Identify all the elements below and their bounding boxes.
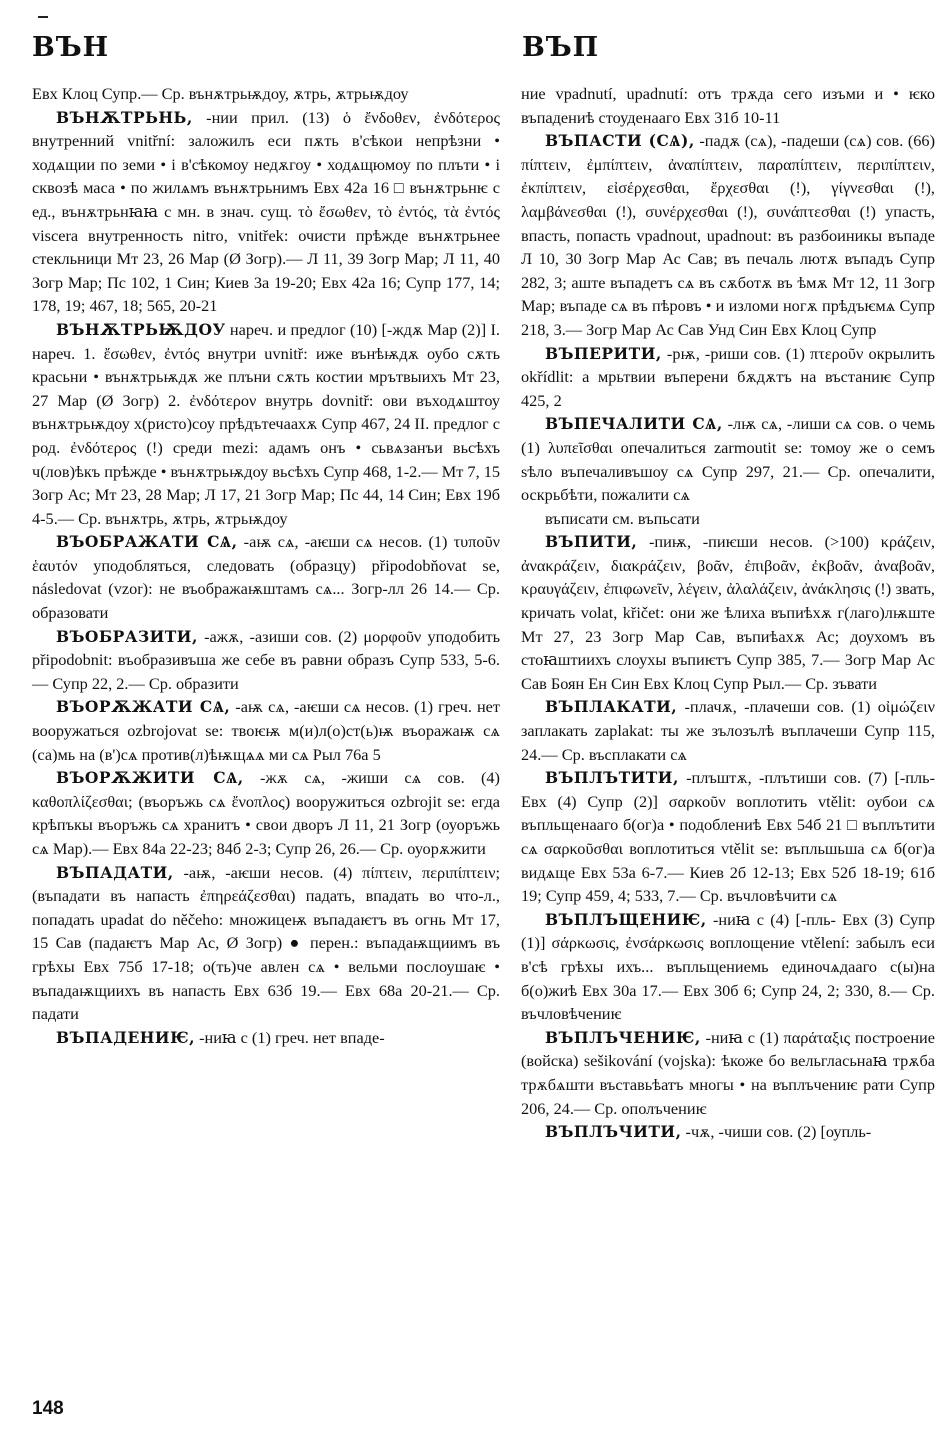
dictionary-entry <box>521 530 935 695</box>
dictionary-entry <box>521 695 935 766</box>
entry-headword: ВЪОБРАЖАТИ СѦ, <box>56 532 238 552</box>
entry-headword: ВЪПЛЪТИТИ, <box>545 768 679 788</box>
entry-body: -аѭ, -аѥши несов. (4) πίπτειν, περιπίπτειν; (въпадати въ напасть ἐπηρεάζεσθαι) падать, впадать во что-л., попадать upadat do něčeho: множицеѭ въпадаѥтъ въ огнь Мт 17, 15 Сав (падаѥтъ Мар Ас, Ø Зогр) ● перен.: въпадаѭщиимъ въ грѣхы Евх 75б 17-18; о(ть)че авлен сѧ • вельми послоушаѥ • въпадаѭщиихъ въ напасть Евх 63б 19.— Евх 68а 20-21.— Ср. падати <box>32 862 500 1024</box>
top-mark <box>38 16 48 18</box>
dictionary-entry <box>32 766 500 860</box>
dictionary-entry <box>521 507 935 531</box>
entry-body: -ниꙗ с (4) [-пль- Евх (3) Супр (1)] σάρκωσις, ἐνσάρκωσις воплощение vtělení: забылъ еси в'сѣ грѣхы ихъ... въпльщениемь единочѧдааго с(ы)на б(о)жиѣ Евх 30а 17.— Евх 30б 6; Супр 24, 2; 330, 8.— Ср. въчловѣчениѥ <box>521 909 935 1024</box>
dictionary-entry <box>32 1026 500 1050</box>
running-head-right: ВЪП <box>522 32 600 63</box>
dictionary-entry <box>32 530 500 624</box>
entry-body: -ниꙗ с (1) греч. нет впаде- <box>195 1027 385 1047</box>
dictionary-entry <box>521 412 935 506</box>
entry-headword: ВЪПЛАКАТИ, <box>545 697 678 717</box>
page-number: 148 <box>32 1398 64 1419</box>
entry-headword: ВЪПЕЧАЛИТИ СѦ, <box>545 414 723 434</box>
entry-body: -падѫ (сѧ), -падеши (сѧ) сов. (66) πίπτειν, ἐμπίπτειν, ἀναπίπτειν, παραπίπτειν, περιπίπτειν, ἐκπίπτειν, εἰσέρχεσθαι, ἔρχεσθαι (!), γίγνεσθαι (!), λαμβάνεσθαι (!), συνέρχεσθαι (!), συνάπτεσθαι (!) упасть, впасть, попасть vpadnout, upadnout: въ разбоиникы въпаде Л 10, 30 Зогр Мар Ас Сав; въ печаль лютѫ въпадъ Супр 282, 3; аште въпадетъ сѧ въ сѫботѫ въ ѣмѫ Мт 12, 11 Зогр Мар; въпаде сѧ въ пѣровъ • и изломи ногѫ прѣдъѥмѧ Супр 218, 3.— Зогр Мар Ас Сав Унд Син Евх Клоц Супр <box>521 131 935 339</box>
entry-body: -плъштѫ, -плътиши сов. (7) [-пль- Евх (4) Супр (2)] σαρκοῦν воплотить vtělit: оубои сѧ въпльщенааго б(ог)а • подоблениѣ Евх 54б 21 □ въплътити сѧ σαρκοῦσθαι воплотиться vtělit se: въпльшьша сѧ б(ог)а видѧще Евх 53а 6-7.— Киев 2б 12-13; Евх 52б 18-19; 61б 19; Супр 459, 4; 533, 7.— Ср. въчловѣчити сѧ <box>521 768 935 906</box>
dictionary-entry <box>521 766 935 908</box>
entry-headword: ВЪПЛЪЩЕНИѤ, <box>545 909 707 929</box>
dictionary-entry <box>32 106 500 318</box>
entry-headword: ВЪПАСТИ (СѦ), <box>545 131 695 151</box>
entry-headword: ВЪПИТИ, <box>545 532 638 552</box>
entry-headword: ВЪОБРАЗИТИ, <box>56 626 198 646</box>
right-column <box>521 82 935 1144</box>
entry-body: -рѭ, -риши сов. (1) πτεροῦν окрылить okřídlit: а мрьтвии въперени бѫдѫтъ на въстаниѥ Супр 425, 2 <box>521 343 935 410</box>
entry-body: -нии прил. (13) ὁ ἔνδοθεν, ἐνδότερος внутренний vnitřní: заложилъ еси пѫть в'сѣкои непрѣзни • ходѧщии по земи • і в'сѣкомоу недѫгоу • ходѧщюмоу по плъти • і сквозѣ маса • по жилѧмъ вънѫтрьнимъ Евх 42а 16 □ вънѫтрьнѥ с ед., вънѫтрьнꙗꙗ с мн. в знач. сущ. τὸ ἔσωθεν, τὸ ἐντός, τὰ ἐντός viscera внутренность nitro, vnitřek: очисти прѣжде вънѫтрьнее стекльници Мт 23, 26 Мар (Ø Зогр).— Л 11, 39 Зогр Мар; Л 11, 40 Зогр Мар; Пс 102, 1 Син; Киев 3а 19-20; Евх 42а 16; Супр 177, 14; 178, 19; 467, 18; 565, 20-21 <box>32 107 500 316</box>
dictionary-entry <box>521 1026 935 1120</box>
entry-headword: ВЪПЛЪЧЕНИѤ, <box>545 1027 701 1047</box>
entry-body: -пиѭ, -пиѥши несов. (>100) κράζειν, ἀνακράζειν, διακράζειν, βοᾶν, ἐπιβοᾶν, ἐκβοᾶν, ἀναβοᾶν, κραυγάζειν, ἐπιφωνεῖν, λέγειν, ἀλαλάζειν, ἀνάκλησις (!) звать, кричать volat, křičet: они же ѣлиха въпиѣхѫ г(лаго)лѭште Мт 27, 23 Зогр Мар Сав, въпиѣахѫ Ас; доухомъ въ стоꙗштиихъ слоухы въпиѥтъ Супр 385, 7.— Зогр Мар Ас Сав Боян Ен Син Евх Клоц Супр Рыл.— Ср. зъвати <box>521 532 935 693</box>
entry-body: Евх Клоц Супр.— Ср. вънѫтрьѭдоу, ѫтрь, ѫтрьѭдоу <box>32 84 409 103</box>
entry-body: -жѫ сѧ, -жиши сѧ сов. (4) καθοπλίζεσθαι; (въоръжь сѧ ἔνοπλος) вооружиться ozbrojit se: егда крѣпъкы въоръжь сѧ хранитъ • свои дворъ Л 11, 21 Зогр (оуоръжь сѧ Мар).— Евх 84а 22-23; 84б 2-3; Супр 26, 26.— Ср. оуорѫжити <box>32 768 500 858</box>
dictionary-entry <box>521 129 935 341</box>
dictionary-entry <box>32 695 500 766</box>
dictionary-entry <box>521 342 935 413</box>
entry-body: -ниꙗ с (1) παράταξις построение (войска) sešikování (vojska): ѣкоже бо вельгласьнаꙗ трѫба трѫбѧшти въставьѣатъ многы • на въплъчениѥ рати Супр 206, 24.— Ср. ополъчениѥ <box>521 1027 935 1118</box>
dictionary-entry <box>32 861 500 1026</box>
dictionary-entry <box>521 82 935 129</box>
dictionary-entry <box>32 625 500 696</box>
dictionary-entry <box>32 82 500 106</box>
entry-headword: ВЪПЛЪЧИТИ, <box>545 1122 682 1142</box>
dictionary-entry <box>32 318 500 530</box>
entry-body: -плачѫ, -плачеши сов. (1) οἰμώζειν заплакать zaplakat: ты же зълозълѣ въплачеши Супр 115, 24.— Ср. въсплакати сѧ <box>521 697 935 764</box>
entry-headword: ВЪОРѪЖАТИ СѦ, <box>56 697 231 717</box>
entry-headword: ВЪНѪТРЬѬДОУ <box>56 319 226 339</box>
left-column <box>32 82 500 1049</box>
entry-headword: ВЪПЕРИТИ, <box>545 343 662 363</box>
running-head-left: ВЪН <box>32 32 110 63</box>
entry-headword: ВЪПАДАТИ, <box>56 862 174 882</box>
entry-body: нареч. и предлог (10) [-ждѫ Мар (2)] I. нареч. 1. ἔσωθεν, ἐντός внутри uvnitř: иже вънѣѭдѫ оубо сѫть красьни • вънѫтрьѭдѫ же плъни сѫть костии мрътвыихъ Мт 23, 27 Мар (Ø Зогр) 2. ἐνδότερον внутрь dovnitř: ови въходѧштоу вънѫтрьѭдоу х(ристо)соу прѣдътечаахѫ Супр 467, 24 II. предлог с род. ἐνδότερος (!) среди mezi: адамъ онъ • сьвѧзанъи вьсѣхъ ч(лов)ѣкъ прѣжде • вънѫтрьѭдоу вьсѣхъ Супр 468, 1-2.— Мт 7, 15 Зогр Ас; Мт 23, 28 Мар; Л 17, 21 Зогр Мар; Пс 44, 14 Син; Евх 19б 4-5.— Ср. вънѫтрь, ѫтрь, ѫтрьѭдоу <box>32 319 500 528</box>
entry-body: -ажѫ, -азиши сов. (2) μορφοῦν уподобить připodobnit: въобразивъша же себе въ равни образъ Супр 533, 5-6.— Супр 22, 2.— Ср. образити <box>32 626 500 693</box>
entry-headword: ВЪНѪТРЬНЬ, <box>56 107 193 127</box>
entry-body: -лѭ сѧ, -лиши сѧ сов. о чемь (1) λυπεῖσθαι опечалиться zarmoutit se: томоу же о семъ ѕѣло въпечаливъшоу сѧ Супр 297, 21.— Ср. опечалити, оскрьбѣти, пожалити сѧ <box>521 414 935 505</box>
entry-headword: ВЪПАДЕНИѤ, <box>56 1027 195 1047</box>
entry-body: ние vpadnutí, upadnutí: отъ трѫда сего изъми и • ѥко въпадениѣ стоуденааго Евх 31б 10-11 <box>521 84 935 127</box>
entry-body: въписати см. въпьсати <box>545 508 700 528</box>
entry-body: -аѭ сѧ, -аѥши сѧ несов. (1) греч. нет вооружаться ozbrojovat se: твоѥѭ м(и)л(о)ст(ь)ѭ въоражаѭ сѧ (са)мь на (в')сѧ против(л)ѣѭщѧѧ ми сѧ Рыл 76а 5 <box>32 697 501 764</box>
entry-body: -аѭ сѧ, -аѥши сѧ несов. (1) τυποῦν ἑαυτόν уподобляться, следовать (образцу) připodobňovat se, následovat (vzor): не въображаѭштамъ сѧ... Зогр-лл 26 14.— Ср. образовати <box>32 532 500 623</box>
dictionary-entry <box>521 1120 935 1144</box>
dictionary-entry <box>521 908 935 1026</box>
entry-body: -чѫ, -чиши сов. (2) [оупль- <box>681 1122 872 1142</box>
entry-headword: ВЪОРѪЖИТИ СѦ, <box>56 768 244 788</box>
